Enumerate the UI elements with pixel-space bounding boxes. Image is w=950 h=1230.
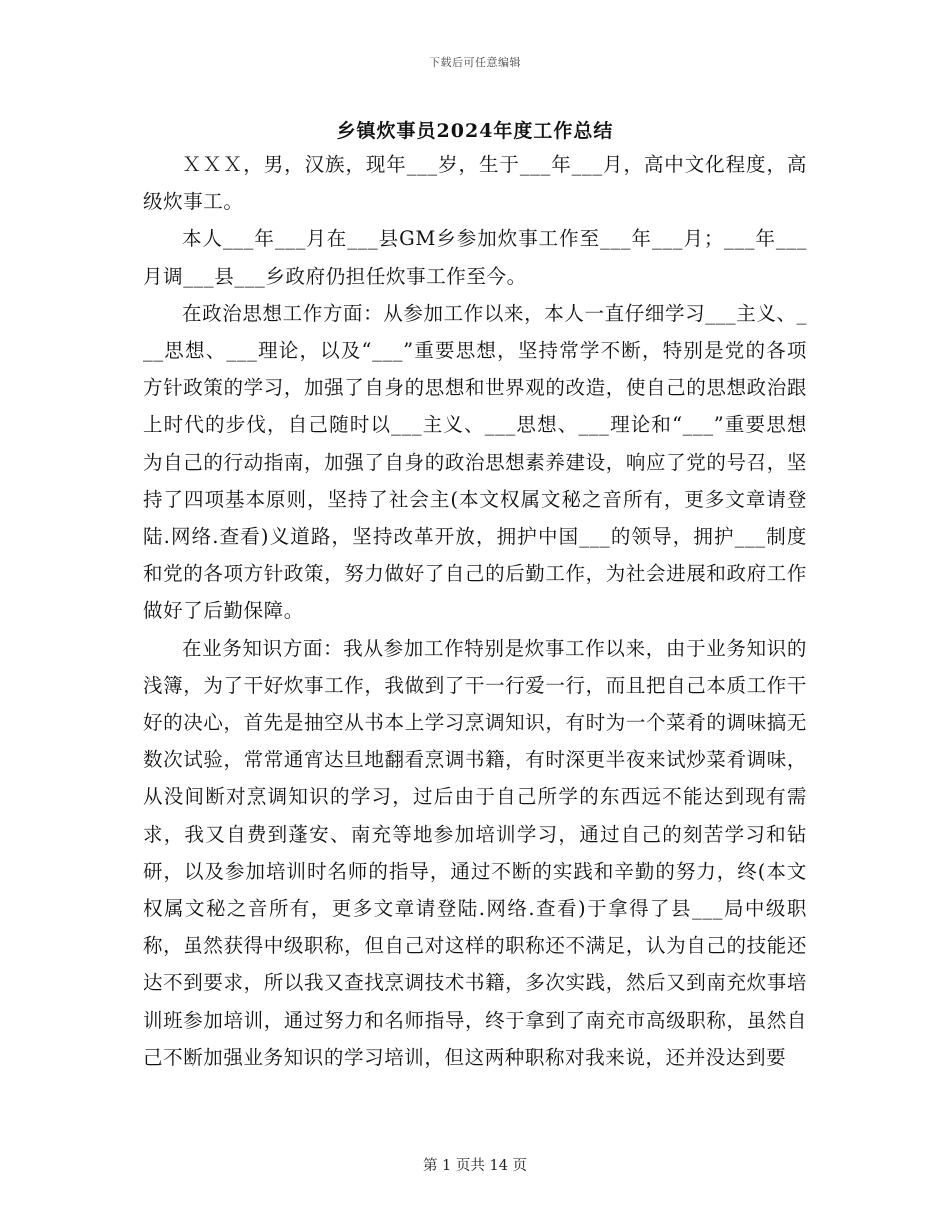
page-number: 第 1 页共 14 页 — [422, 1158, 528, 1174]
document-title: 乡镇炊事员2024年度工作总结 — [336, 120, 614, 142]
paragraph-political-thought: 在政治思想工作方面：从参加工作以来，本人一直仔细学习___主义、___思想、___理论，以及“___”重要思想，坚持常学不断，特别是党的各项方针政策的学习，加强了自身的思想和世界观的改造，使自己的思想政治跟上时代的步伐，自己随时以___主义、___思想、___理论和“___”重要思想为自己的行动指南，加强了自身的政治思想素养建设，响应了党的号召，坚持了四项基本原则，坚持了社会主(本文权属文秘之音所有，更多文章请登陆.网络.查看)义道路，坚持改革开放，拥护中国___的领导，拥护___制度和党的各项方针政策，努力做好了自己的后勤工作，为社会进展和政府工作做好了后勤保障。 — [143, 301, 807, 623]
paragraph-work-history: 本人___年___月在___县GM乡参加炊事工作至___年___月；___年___月调___县___乡政府仍担任炊事工作至今。 — [143, 227, 807, 288]
paragraph-professional-knowledge: 在业务知识方面：我从参加工作特别是炊事工作以来，由于业务知识的浅簿，为了干好炊事工作，我做到了干一行爱一行，而且把自己本质工作干好的决心，首先是抽空从书本上学习烹调知识，有时为一个菜肴的调味搞无数次试验，常常通宵达旦地翻看烹调书籍，有时深更半夜来试炒菜肴调味，从没间断对烹调知识的学习，过后由于自己所学的东西远不能达到现有需求，我又自费到蓬安、南充等地参加培训学习，通过自己的刻苦学习和钻研，以及参加培训时名师的指导，通过不断的实践和辛勤的努力，终(本文权属文秘之音所有，更多文章请登陆.网络.查看)于拿得了县___局中级职称，虽然获得中级职称，但自己对这样的职称还不满足，认为自己的技能还达不到要求，所以我又查找烹调技术书籍，多次实践，然后又到南充炊事培训班参加培训，通过努力和名师指导，终于拿到了南充市高级职称，虽然自己不断加强业务知识的学习培训，但这两种职称对我来说，还并没达到要 — [143, 636, 807, 1069]
header-note: 下载后可任意编辑 — [429, 56, 521, 69]
document-body — [143, 146, 807, 1076]
paragraph-personal-info: ＸＸＸ，男，汉族，现年___岁，生于___年___月，高中文化程度，高级炊事工。 — [143, 153, 807, 214]
